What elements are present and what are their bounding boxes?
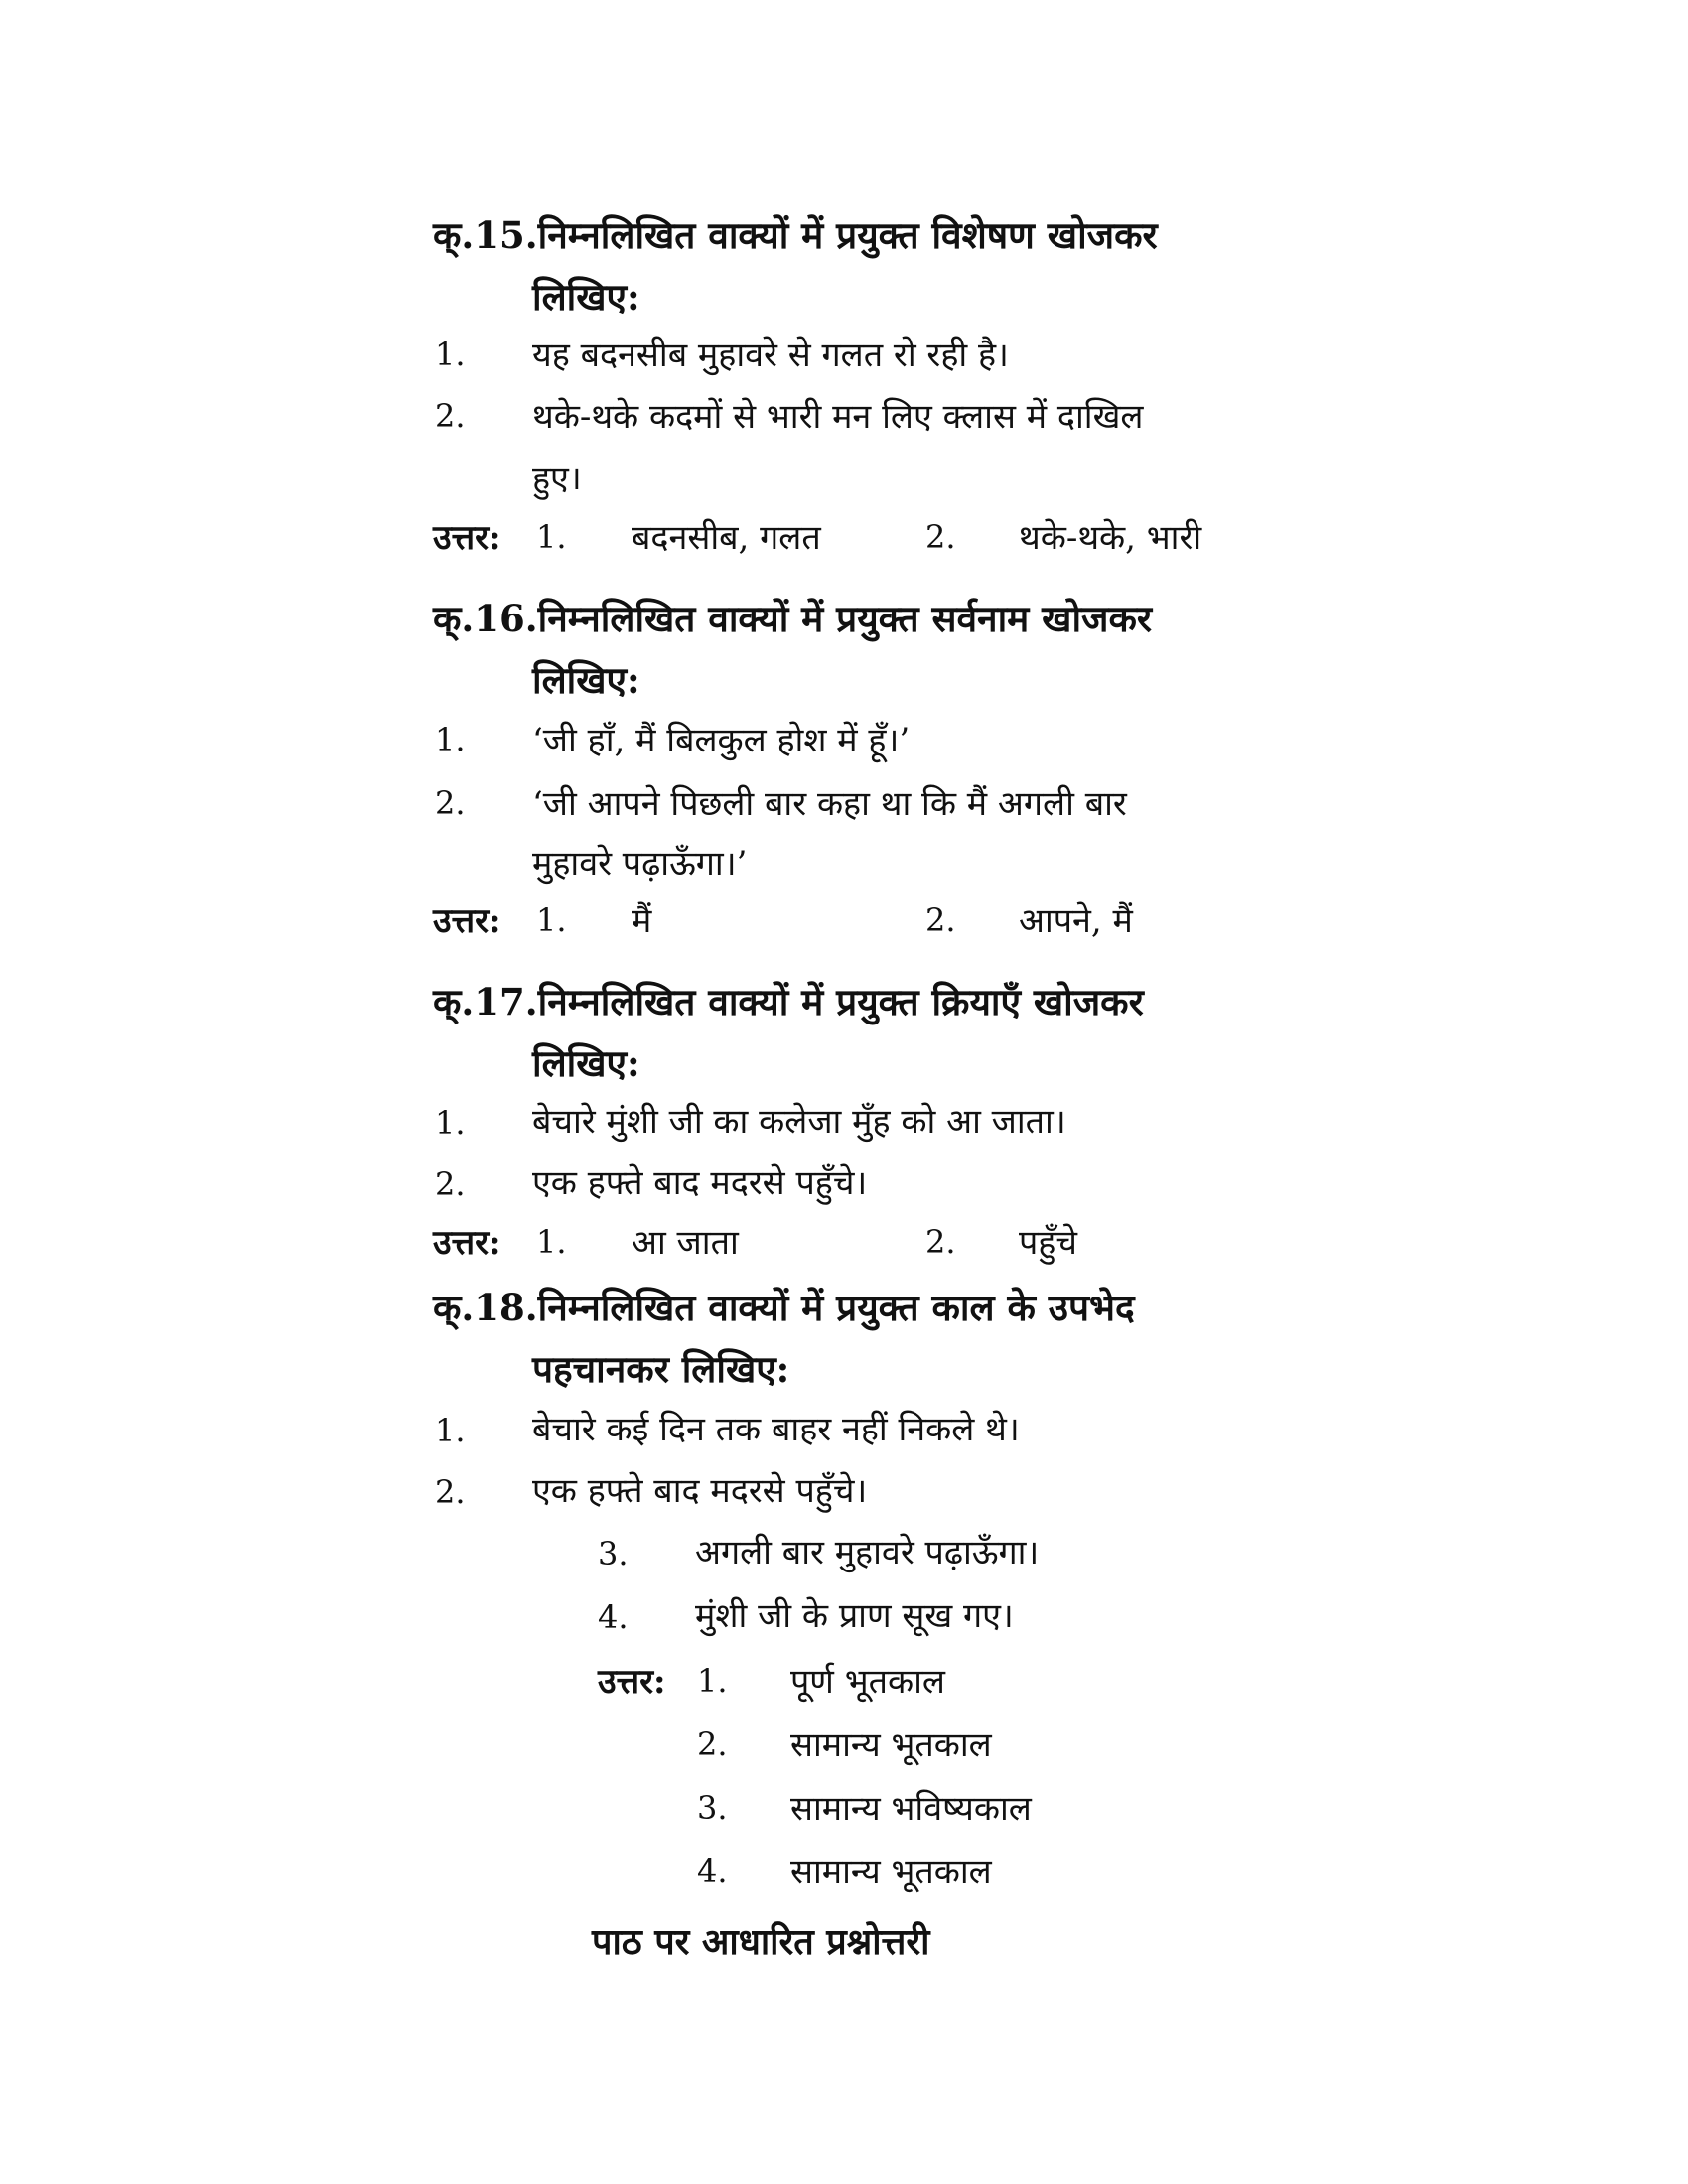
- answer-text: आ जाता: [632, 1223, 739, 1263]
- answer-text: थके-थके, भारी: [1019, 518, 1202, 558]
- question-heading-continuation: लिखिए:: [532, 275, 640, 319]
- answer-text: आपने, मैं: [1019, 901, 1133, 941]
- question-heading-text: क्.17.निम्नलिखित वाक्यों में प्रयुक्त क्रियाएँ खोजकर: [433, 980, 1144, 1024]
- item-text: अगली बार मुहावरे पढ़ाऊँगा।: [695, 1533, 1040, 1572]
- answer-label: उत्तर:: [598, 1662, 666, 1702]
- answer-text: सामान्य भूतकाल: [790, 1725, 992, 1765]
- answer-number: 2.: [697, 1725, 728, 1763]
- answer-number: 1.: [697, 1662, 728, 1700]
- item-number: 4.: [598, 1598, 629, 1636]
- answer-text: पूर्ण भूतकाल: [790, 1662, 945, 1702]
- section-heading: पाठ पर आधारित प्रश्नोत्तरी: [592, 1921, 930, 1963]
- item-text-continuation: हुए।: [532, 459, 582, 498]
- answer-label: उत्तर:: [433, 1223, 501, 1263]
- answer-number: 1.: [536, 901, 567, 939]
- answer-number: 4.: [697, 1852, 728, 1890]
- answer-number: 2.: [925, 518, 956, 556]
- question-18-heading: [433, 1277, 1253, 1400]
- question-heading-continuation: लिखिए:: [532, 1041, 640, 1085]
- item-number: 1.: [435, 721, 466, 758]
- item-number: 3.: [598, 1535, 629, 1572]
- item-number: 2.: [435, 397, 466, 435]
- answer-number: 2.: [925, 1223, 956, 1261]
- answer-text: सामान्य भविष्यकाल: [790, 1789, 1032, 1829]
- answer-text: मैं: [632, 901, 652, 941]
- item-text: थके-थके कदमों से भारी मन लिए क्लास में दाखिल: [532, 397, 1144, 437]
- answer-number: 1.: [536, 518, 567, 556]
- answer-text: सामान्य भूतकाल: [790, 1852, 992, 1892]
- item-text-continuation: मुहावरे पढ़ाऊँगा।’: [532, 844, 748, 884]
- question-heading-text: क्.16.निम्नलिखित वाक्यों में प्रयुक्त सर्वनाम खोजकर: [433, 597, 1153, 640]
- answer-label: उत्तर:: [433, 901, 501, 941]
- question-16-heading: [433, 588, 1253, 711]
- answer-text: बदनसीब, गलत: [632, 518, 821, 558]
- question-17-heading: [433, 971, 1253, 1094]
- item-text: मुंशी जी के प्राण सूख गए।: [695, 1596, 1014, 1636]
- item-text: एक हफ्ते बाद मदरसे पहुँचे।: [532, 1163, 868, 1203]
- item-text: यह बदनसीब मुहावरे से गलत रो रही है।: [532, 336, 1009, 375]
- item-text: बेचारे मुंशी जी का कलेजा मुँह को आ जाता।: [532, 1102, 1066, 1142]
- item-text: एक हफ्ते बाद मदरसे पहुँचे।: [532, 1471, 868, 1511]
- item-number: 1.: [435, 1412, 466, 1449]
- question-heading-continuation: पहचानकर लिखिए:: [532, 1347, 790, 1391]
- answer-label: उत्तर:: [433, 518, 501, 558]
- question-heading-text: क्.15.निम्नलिखित वाक्यों में प्रयुक्त विशेषण खोजकर: [433, 213, 1158, 257]
- question-heading-continuation: लिखिए:: [532, 658, 640, 702]
- item-text: ‘जी आपने पिछली बार कहा था कि मैं अगली बार: [532, 784, 1127, 824]
- question-15-heading: [433, 205, 1253, 328]
- item-text: ‘जी हाँ, मैं बिलकुल होश में हूँ।’: [532, 721, 911, 760]
- item-text: बेचारे कई दिन तक बाहर नहीं निकले थे।: [532, 1410, 1020, 1449]
- item-number: 2.: [435, 1473, 466, 1511]
- item-number: 2.: [435, 784, 466, 822]
- item-number: 2.: [435, 1165, 466, 1203]
- answer-number: 1.: [536, 1223, 567, 1261]
- answer-number: 2.: [925, 901, 956, 939]
- answer-number: 3.: [697, 1789, 728, 1827]
- answer-text: पहुँचे: [1019, 1223, 1077, 1263]
- item-number: 1.: [435, 336, 466, 373]
- question-heading-text: क्.18.निम्नलिखित वाक्यों में प्रयुक्त काल के उपभेद: [433, 1286, 1135, 1329]
- item-number: 1.: [435, 1104, 466, 1142]
